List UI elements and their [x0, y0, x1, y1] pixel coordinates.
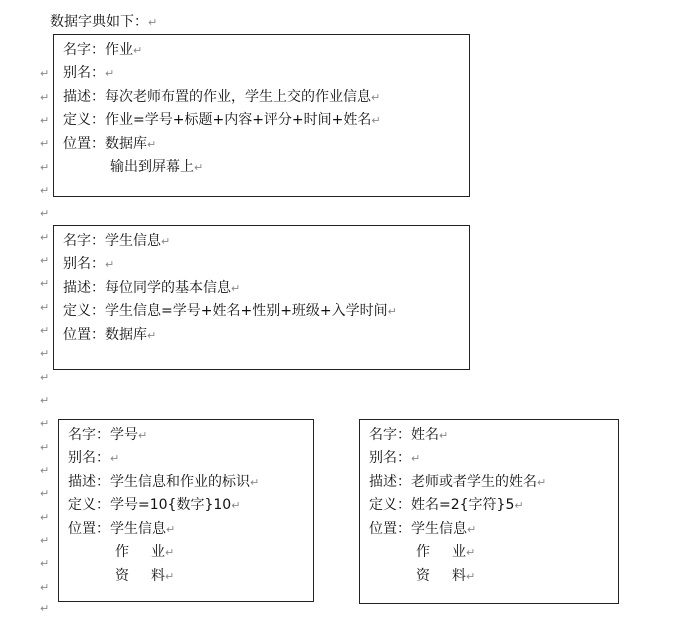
entry-def-line: 定义：姓名=2{字符}5↵	[369, 497, 524, 513]
entry-location-line: 位置：数据库↵	[63, 136, 157, 152]
entry-location-extra-line: 输出到屏幕上↵	[110, 159, 204, 175]
entry-def-line: 定义：作业=学号+标题+内容+评分+时间+姓名↵	[63, 112, 381, 128]
entry-alias-line: 别名：↵	[369, 450, 421, 466]
return-mark-icon: ↵	[40, 464, 50, 477]
entry-name-line: 名字：学号↵	[68, 427, 148, 443]
return-mark-icon: ↵	[231, 499, 241, 512]
return-mark-icon: ↵	[40, 347, 50, 360]
return-mark-icon: ↵	[194, 161, 204, 174]
entry-desc-line: 描述：每次老师布置的作业，学生上交的作业信息↵	[63, 89, 381, 105]
entry-location-extra-line: 资 料↵	[416, 568, 476, 584]
return-mark-icon: ↵	[166, 523, 176, 536]
entry-box-name	[359, 419, 619, 604]
return-mark-icon: ↵	[165, 546, 175, 559]
return-mark-icon: ↵	[40, 557, 50, 570]
return-mark-icon: ↵	[40, 91, 50, 104]
entry-alias-line: 别名：↵	[63, 65, 115, 81]
return-mark-icon: ↵	[40, 487, 50, 500]
return-mark-icon: ↵	[40, 254, 50, 267]
return-mark-icon: ↵	[40, 511, 50, 524]
entry-def-line: 定义：学生信息=学号+姓名+性别+班级+入学时间↵	[63, 303, 397, 319]
return-mark-icon: ↵	[537, 476, 547, 489]
return-mark-icon: ↵	[133, 44, 143, 57]
return-mark-icon: ↵	[40, 441, 50, 454]
entry-box-student-id	[58, 419, 314, 602]
return-mark-icon: ↵	[105, 258, 115, 271]
entry-location-extra-line: 作 业↵	[416, 544, 476, 560]
return-mark-icon: ↵	[371, 114, 381, 127]
entry-location-line: 位置：学生信息↵	[68, 521, 176, 537]
return-mark-icon: ↵	[161, 235, 171, 248]
entry-name-line: 名字：姓名↵	[369, 427, 449, 443]
return-mark-icon: ↵	[40, 581, 50, 594]
entry-desc-line: 描述：老师或者学生的姓名↵	[369, 474, 547, 490]
return-mark-icon: ↵	[467, 523, 477, 536]
return-mark-icon: ↵	[466, 546, 476, 559]
return-mark-icon: ↵	[40, 534, 50, 547]
return-mark-icon: ↵	[40, 114, 50, 127]
return-mark-icon: ↵	[40, 67, 50, 80]
return-mark-icon: ↵	[110, 452, 120, 465]
return-mark-icon: ↵	[514, 499, 524, 512]
return-mark-icon: ↵	[466, 570, 476, 583]
return-mark-icon: ↵	[40, 161, 50, 174]
return-mark-icon: ↵	[40, 231, 50, 244]
return-mark-icon: ↵	[411, 452, 421, 465]
entry-desc-line: 描述：学生信息和作业的标识↵	[68, 474, 260, 490]
page-heading	[50, 12, 157, 33]
entry-name-line: 名字：作业↵	[63, 42, 143, 58]
return-mark-icon: ↵	[387, 305, 397, 318]
paragraph-marks-column	[40, 0, 50, 617]
entry-box-homework	[53, 34, 470, 197]
return-mark-icon: ↵	[250, 476, 260, 489]
return-mark-icon: ↵	[40, 394, 50, 407]
return-mark-icon: ↵	[147, 138, 157, 151]
entry-location-line: 位置：学生信息↵	[369, 521, 477, 537]
entry-location-extra-line: 作 业↵	[115, 544, 175, 560]
entry-desc-line: 描述：每位同学的基本信息↵	[63, 280, 241, 296]
return-mark-icon: ↵	[40, 277, 50, 290]
entry-location-line: 位置：数据库↵	[63, 327, 157, 343]
entry-box-student-info	[53, 225, 470, 370]
entry-name-line: 名字：学生信息↵	[63, 233, 171, 249]
return-mark-icon: ↵	[40, 324, 50, 337]
entry-location-extra-line: 资 料↵	[115, 568, 175, 584]
return-mark-icon: ↵	[40, 371, 50, 384]
return-mark-icon: ↵	[148, 16, 158, 29]
return-mark-icon: ↵	[40, 417, 50, 430]
return-mark-icon: ↵	[138, 429, 148, 442]
return-mark-icon: ↵	[40, 207, 50, 220]
return-mark-icon: ↵	[105, 67, 115, 80]
return-mark-icon: ↵	[40, 137, 50, 150]
return-mark-icon: ↵	[40, 602, 50, 615]
return-mark-icon: ↵	[439, 429, 449, 442]
heading-text: 数据字典如下：	[50, 14, 148, 30]
entry-alias-line: 别名：↵	[63, 256, 115, 272]
return-mark-icon: ↵	[165, 570, 175, 583]
return-mark-icon: ↵	[40, 301, 50, 314]
return-mark-icon: ↵	[371, 91, 381, 104]
entry-alias-line: 别名：↵	[68, 450, 120, 466]
return-mark-icon: ↵	[40, 184, 50, 197]
return-mark-icon: ↵	[231, 282, 241, 295]
return-mark-icon: ↵	[147, 329, 157, 342]
entry-def-line: 定义：学号=10{数字}10↵	[68, 497, 241, 513]
